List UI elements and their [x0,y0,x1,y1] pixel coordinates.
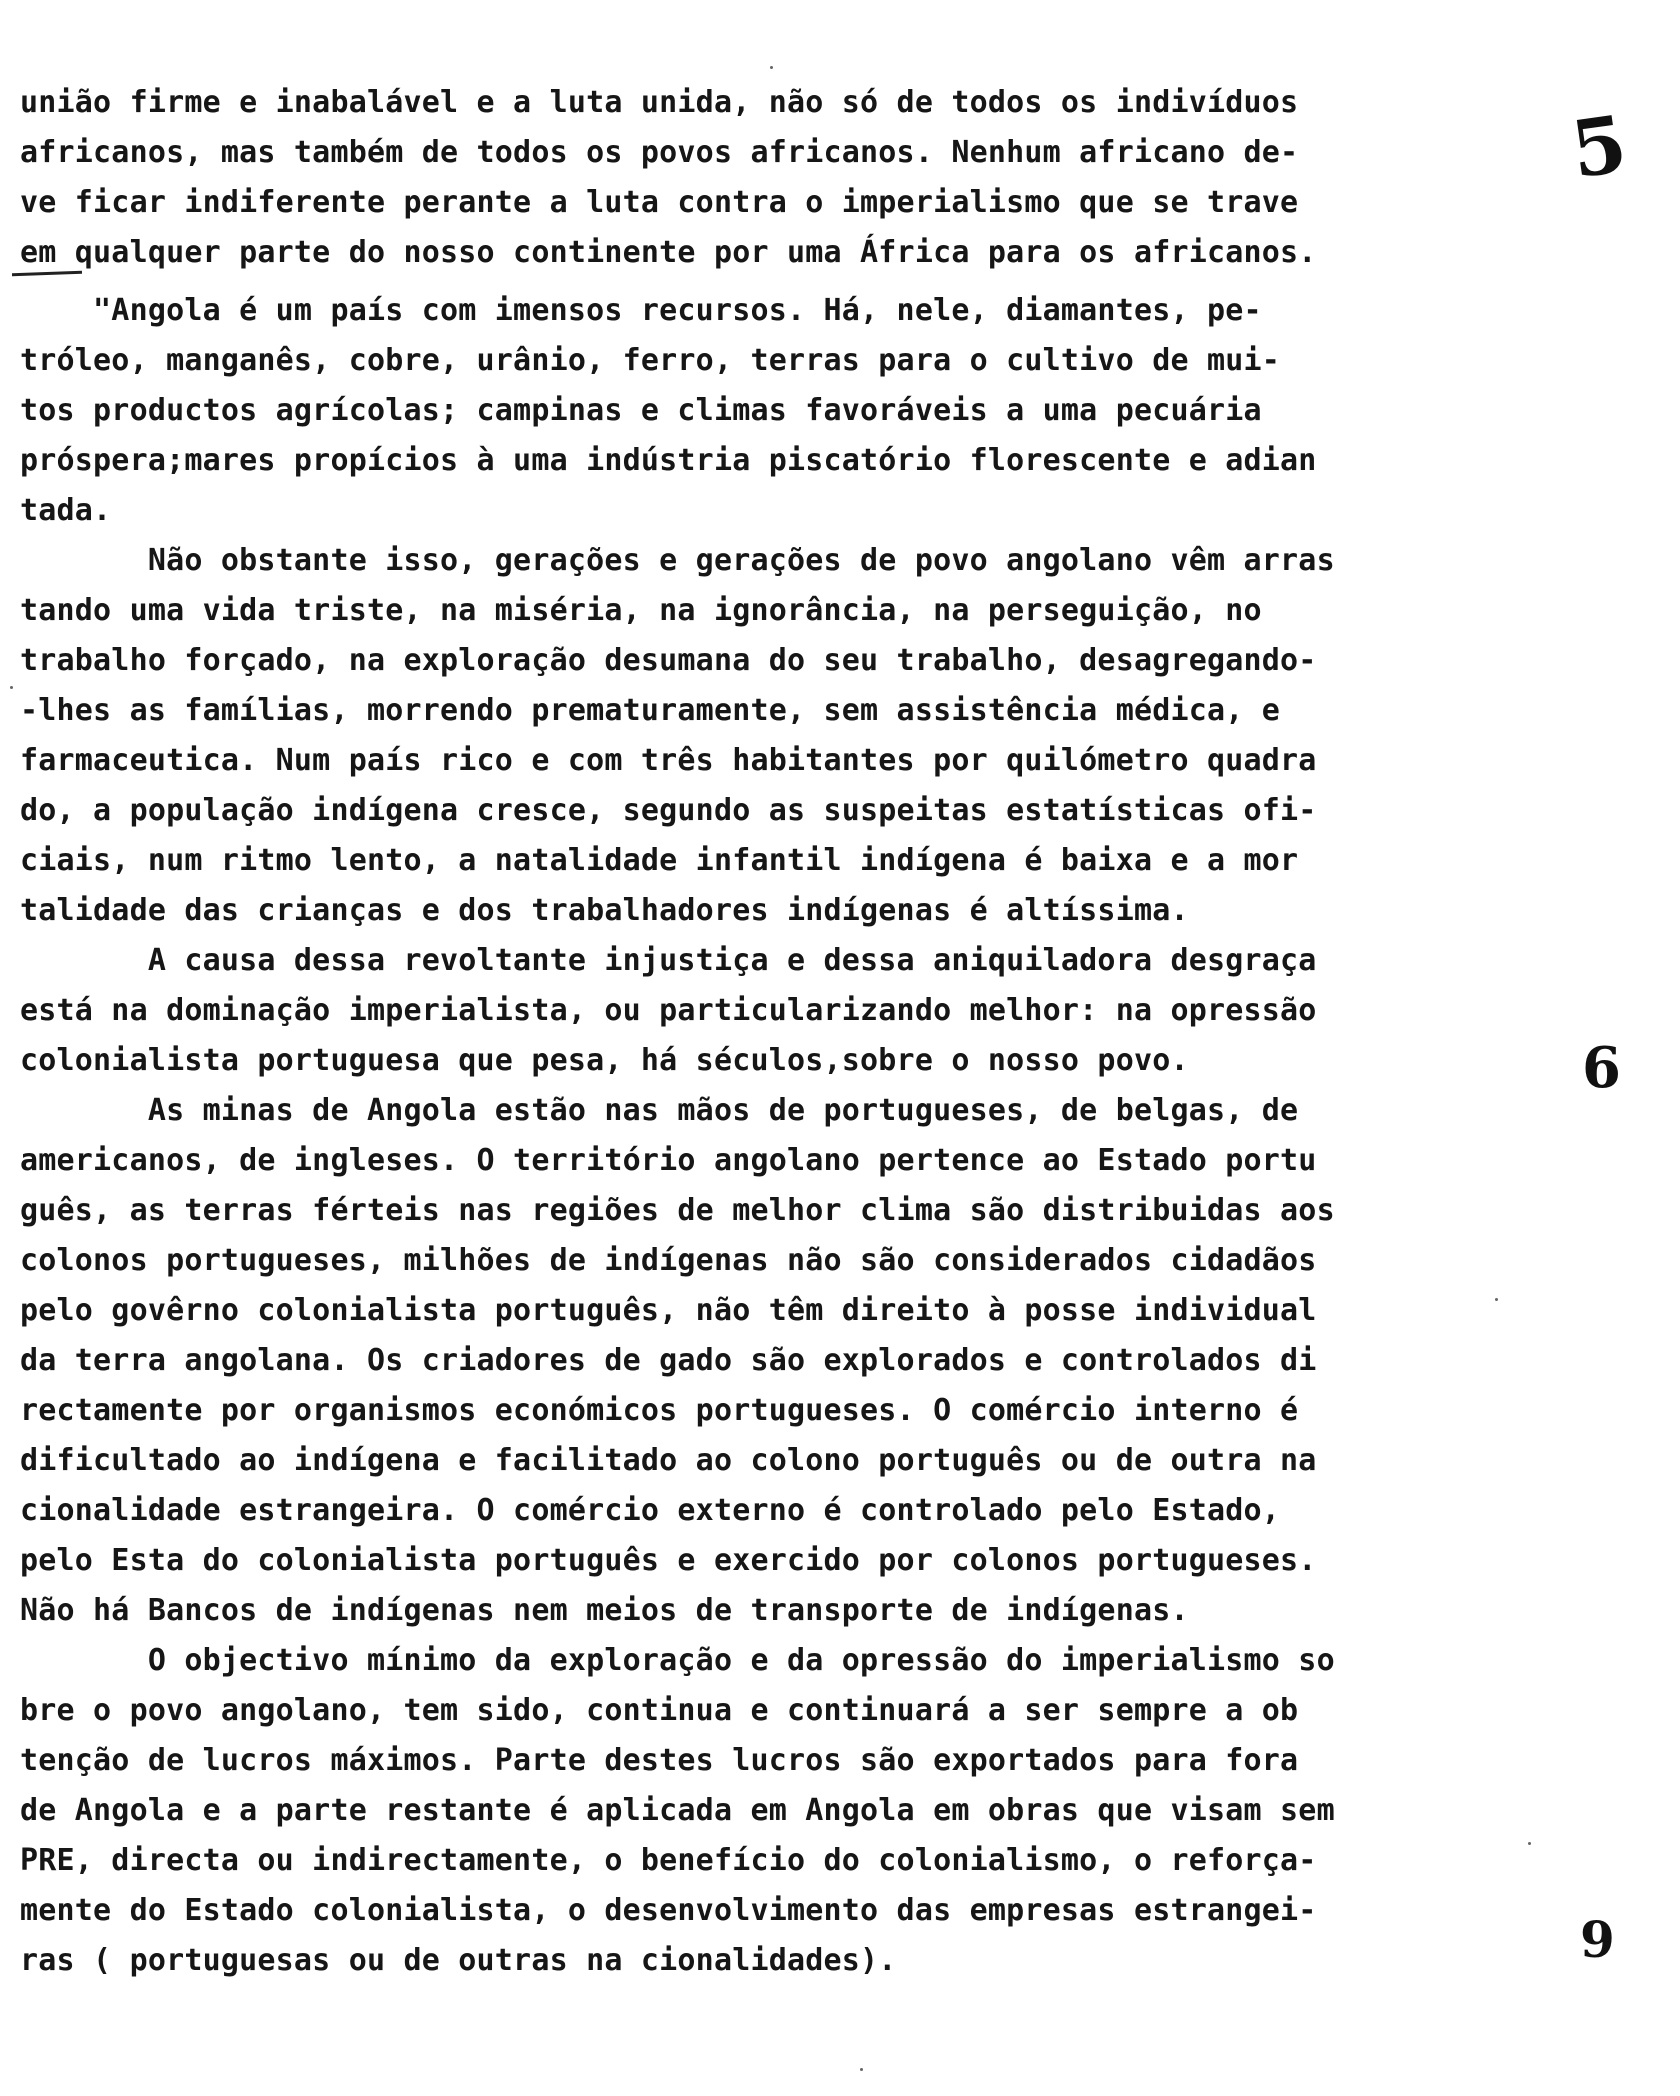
text-line: -lhes as famílias, morrendo prematuramente, sem assistência médica, e [20,693,1281,728]
text-line: de Angola e a parte restante é aplicada em Angola em obras que visam sem [20,1793,1335,1828]
text-line: africanos, mas também de todos os povos africanos. Nenhum africano de- [20,135,1299,170]
text-line: americanos, de ingleses. O território angolano pertence ao Estado portu [20,1143,1317,1178]
margin-mark-bottom: 9 [1580,1910,1615,1969]
paper-speck [860,2068,863,2071]
text-line: bre o povo angolano, tem sido, continua e continuará a ser sempre a ob [20,1693,1299,1728]
text-line: talidade das crianças e dos trabalhadores indígenas é altíssima. [20,893,1189,928]
text-line: PRE, directa ou indirectamente, o benefício do colonialismo, o reforça- [20,1843,1317,1878]
text-line: rectamente por organismos económicos portugueses. O comércio interno é [20,1393,1299,1428]
text-line: mente do Estado colonialista, o desenvolvimento das empresas estrangei- [20,1893,1317,1928]
text-line: pelo Esta do colonialista português e exercido por colonos portugueses. [20,1543,1317,1578]
paper-speck [1528,1842,1531,1845]
margin-mark-top: 5 [1565,98,1633,197]
text-line: Não obstante isso, gerações e gerações de povo angolano vêm arras [20,543,1335,578]
text-line: tenção de lucros máximos. Parte destes lucros são exportados para fora [20,1743,1299,1778]
text-line: ras ( portuguesas ou de outras na cionalidades). [20,1943,897,1978]
text-line: O objectivo mínimo da exploração e da opressão do imperialismo so [20,1643,1335,1678]
text-line: Não há Bancos de indígenas nem meios de transporte de indígenas. [20,1593,1189,1628]
margin-mark-middle: 6 [1582,1035,1621,1101]
text-line: do, a população indígena cresce, segundo as suspeitas estatísticas ofi- [20,793,1317,828]
text-line: da terra angolana. Os criadores de gado são explorados e controlados di [20,1343,1317,1378]
text-line: ve ficar indiferente perante a luta contra o imperialismo que se trave [20,185,1299,220]
text-line: união firme e inabalável e a luta unida, não só de todos os indivíduos [20,85,1299,120]
text-line: cionalidade estrangeira. O comércio externo é controlado pelo Estado, [20,1493,1281,1528]
text-line: trabalho forçado, na exploração desumana do seu trabalho, desagregando- [20,643,1317,678]
text-line: colonos portugueses, milhões de indígenas não são considerados cidadãos [20,1243,1317,1278]
text-line: colonialista portuguesa que pesa, há séculos,sobre o nosso povo. [20,1043,1189,1078]
text-line: tos productos agrícolas; campinas e climas favoráveis a uma pecuária [20,393,1262,428]
text-line: ciais, num ritmo lento, a natalidade infantil indígena é baixa e a mor [20,843,1299,878]
text-line: próspera;mares propícios à uma indústria piscatório florescente e adian [20,443,1317,478]
text-line: pelo govêrno colonialista português, não têm direito à posse individual [20,1293,1317,1328]
text-line: está na dominação imperialista, ou particularizando melhor: na opressão [20,993,1317,1028]
text-line: em qualquer parte do nosso continente por uma África para os africanos. [20,235,1317,270]
text-line: guês, as terras férteis nas regiões de melhor clima são distribuidas aos [20,1193,1335,1228]
text-line: tróleo, manganês, cobre, urânio, ferro, terras para o cultivo de mui- [20,343,1281,378]
text-line: farmaceutica. Num país rico e com três habitantes por quilómetro quadra [20,743,1317,778]
text-line: tada. [20,493,112,528]
typewritten-text-block [20,78,1490,1986]
paper-speck [770,66,773,69]
paper-speck [10,686,13,689]
text-line: As minas de Angola estão nas mãos de portugueses, de belgas, de [20,1093,1299,1128]
text-line: A causa dessa revoltante injustiça e dessa aniquiladora desgraça [20,943,1317,978]
text-line: "Angola é um país com imensos recursos. Há, nele, diamantes, pe- [20,293,1262,328]
text-line: dificultado ao indígena e facilitado ao colono português ou de outra na [20,1443,1317,1478]
paper-speck [1495,1298,1498,1301]
text-line: tando uma vida triste, na miséria, na ignorância, na perseguição, no [20,593,1262,628]
